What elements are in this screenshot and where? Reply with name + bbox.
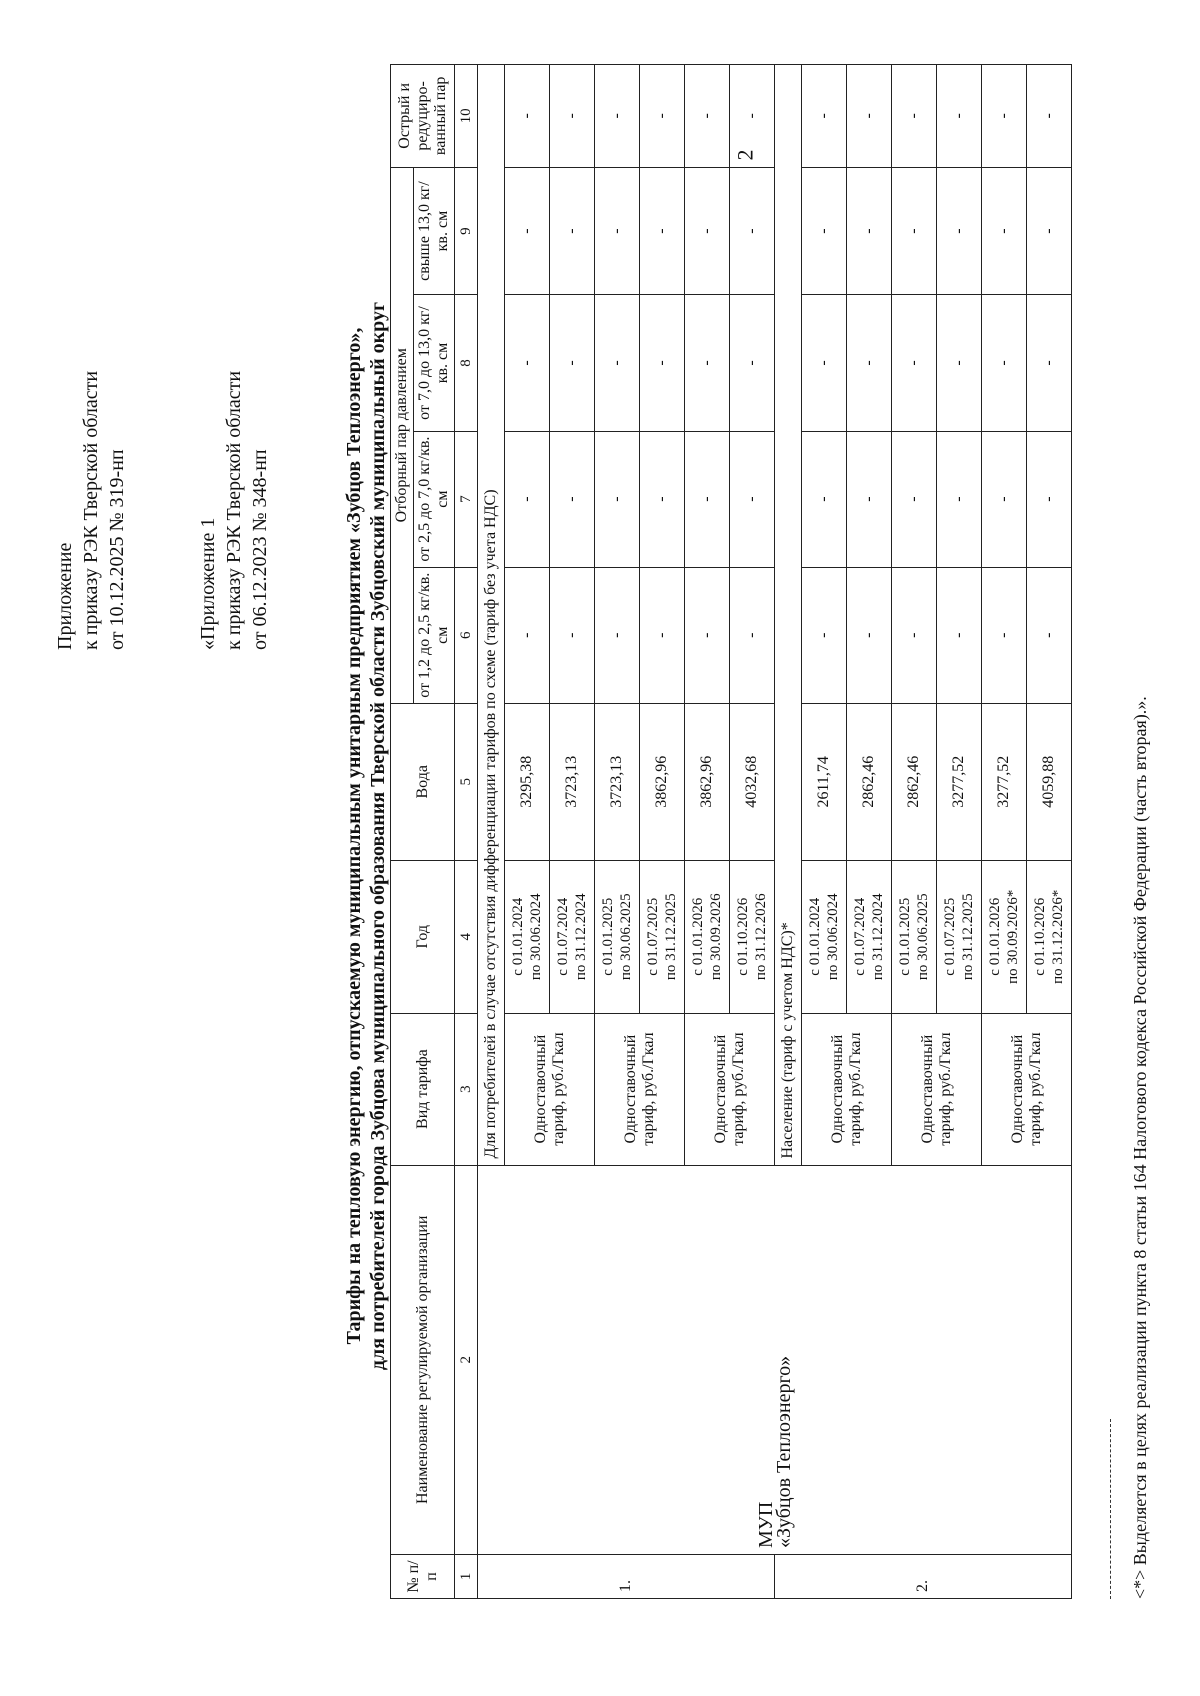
period-cell: [685, 860, 730, 1013]
water-tariff-value: 3723,13: [595, 703, 640, 860]
empty-value-dash: -: [730, 167, 775, 295]
empty-value-dash: -: [640, 167, 685, 295]
footnote-divider: [1110, 1419, 1111, 1599]
empty-value-dash: -: [640, 295, 685, 431]
period-to: по 31.12.2024: [573, 893, 589, 981]
footnote: <*> Выделяется в целях реализации пункта 8 статьи 164 Налогового кодекса Российской Федерации (часть вторая).».: [1130, 696, 1150, 1599]
header-steam-group: Отборный пар давлением: [391, 167, 414, 703]
empty-value-dash: -: [640, 65, 685, 168]
page-number: 2: [732, 149, 758, 161]
section-number: 1.: [478, 1555, 775, 1599]
water-tariff-value: 4059,88: [1027, 703, 1072, 860]
tariff-type-line: тариф, руб./Гкал: [846, 1032, 864, 1146]
empty-value-dash: -: [937, 295, 982, 431]
empty-value-dash: -: [982, 295, 1027, 431]
empty-value-dash: -: [685, 431, 730, 567]
empty-value-dash: -: [1027, 567, 1072, 703]
column-number: 2: [455, 1165, 478, 1555]
empty-value-dash: -: [892, 167, 937, 295]
empty-value-dash: -: [892, 295, 937, 431]
period-from: с 01.07.2025: [645, 897, 661, 976]
empty-value-dash: -: [595, 295, 640, 431]
appendix-block-previous: [195, 371, 273, 650]
section-title: Население (тариф с учетом НДС)*: [775, 65, 802, 1166]
empty-value-dash: -: [982, 567, 1027, 703]
column-number: 5: [455, 703, 478, 860]
period-from: с 01.01.2026: [987, 897, 1003, 976]
water-tariff-value: 3862,96: [685, 703, 730, 860]
empty-value-dash: -: [505, 65, 550, 168]
period-cell: [1027, 860, 1072, 1013]
empty-value-dash: -: [505, 431, 550, 567]
empty-value-dash: -: [1027, 295, 1072, 431]
empty-value-dash: -: [1027, 65, 1072, 168]
empty-value-dash: -: [595, 167, 640, 295]
empty-value-dash: -: [802, 567, 847, 703]
column-number: 1: [455, 1555, 478, 1599]
tariff-type-line: Одноставочный: [1008, 1034, 1026, 1144]
water-tariff-value: 2611,74: [802, 703, 847, 860]
period-cell: [550, 860, 595, 1013]
period-cell: [847, 860, 892, 1013]
period-from: с 01.07.2024: [555, 897, 571, 976]
tariff-type-cell: [685, 1013, 775, 1165]
water-tariff-value: 4032,68: [730, 703, 775, 860]
section-title: Для потребителей в случае отсутствия дифференциации тарифов по схеме (тариф без учета НДС): [478, 65, 505, 1166]
empty-value-dash: -: [730, 295, 775, 431]
organization-line: «Зубцов Теплоэнерго»: [772, 1355, 795, 1549]
period-to: по 31.12.2026*: [1050, 889, 1066, 984]
column-number: 8: [455, 295, 478, 431]
period-to: по 31.12.2025: [663, 893, 679, 981]
period-from: с 01.10.2026: [1032, 897, 1048, 976]
period-to: по 30.06.2024: [825, 893, 841, 981]
empty-value-dash: -: [505, 567, 550, 703]
appendix-line: от 10.12.2025 № 319-нп: [106, 449, 128, 650]
empty-value-dash: -: [595, 431, 640, 567]
empty-value-dash: -: [847, 295, 892, 431]
water-tariff-value: 3277,52: [937, 703, 982, 860]
period-to: по 30.09.2026*: [1005, 889, 1021, 984]
empty-value-dash: -: [1027, 431, 1072, 567]
appendix-line: Приложение: [54, 542, 76, 650]
empty-value-dash: -: [550, 167, 595, 295]
tariff-type-line: Одноставочный: [621, 1034, 639, 1144]
header-sharp-steam: Острый и редуциро-ванный пар: [391, 65, 455, 168]
period-to: по 31.12.2026: [753, 893, 769, 981]
empty-value-dash: -: [550, 295, 595, 431]
empty-value-dash: -: [730, 65, 775, 168]
column-number: 9: [455, 167, 478, 295]
period-cell: [802, 860, 847, 1013]
water-tariff-value: 3862,96: [640, 703, 685, 860]
section-number: 2.: [775, 1555, 1072, 1599]
empty-value-dash: -: [802, 65, 847, 168]
empty-value-dash: -: [937, 567, 982, 703]
empty-value-dash: -: [595, 65, 640, 168]
period-from: с 01.10.2026: [735, 897, 751, 976]
header-row: [391, 65, 414, 1599]
empty-value-dash: -: [982, 65, 1027, 168]
empty-value-dash: -: [802, 431, 847, 567]
tariff-type-line: Одноставочный: [711, 1034, 729, 1144]
tariff-type-cell: [982, 1013, 1072, 1165]
column-number: 3: [455, 1013, 478, 1165]
column-number: 7: [455, 431, 478, 567]
water-tariff-value: 3295,38: [505, 703, 550, 860]
organization-name: [478, 1165, 1072, 1555]
empty-value-dash: -: [640, 567, 685, 703]
period-from: с 01.01.2024: [510, 897, 526, 976]
column-number-row: [455, 65, 478, 1599]
period-to: по 30.06.2025: [618, 893, 634, 981]
water-tariff-value: 2862,46: [847, 703, 892, 860]
header-pressure-3: от 7,0 до 13,0 кг/кв. см: [414, 295, 455, 431]
column-number: 10: [455, 65, 478, 168]
tariff-type-line: Одноставочный: [828, 1034, 846, 1144]
column-number: 4: [455, 860, 478, 1013]
period-cell: [505, 860, 550, 1013]
tariff-type-line: тариф, руб./Гкал: [639, 1032, 657, 1146]
empty-value-dash: -: [1027, 167, 1072, 295]
empty-value-dash: -: [595, 567, 640, 703]
empty-value-dash: -: [640, 431, 685, 567]
header-year: Год: [391, 860, 455, 1013]
empty-value-dash: -: [685, 567, 730, 703]
section-header-row: [478, 65, 505, 1599]
appendix-line: от 06.12.2023 № 348-нп: [249, 449, 271, 650]
empty-value-dash: -: [847, 65, 892, 168]
water-tariff-value: 2862,46: [892, 703, 937, 860]
empty-value-dash: -: [982, 431, 1027, 567]
empty-value-dash: -: [730, 567, 775, 703]
empty-value-dash: -: [892, 567, 937, 703]
empty-value-dash: -: [505, 167, 550, 295]
header-org: Наименование регулируемой организации: [391, 1165, 455, 1555]
empty-value-dash: -: [685, 167, 730, 295]
appendix-line: к приказу РЭК Тверской области: [80, 370, 102, 650]
period-from: с 01.07.2025: [942, 897, 958, 976]
empty-value-dash: -: [982, 167, 1027, 295]
empty-value-dash: -: [730, 431, 775, 567]
column-number: 6: [455, 567, 478, 703]
period-to: по 31.12.2024: [870, 893, 886, 981]
header-pressure-2: от 2,5 до 7,0 кг/кв. см: [414, 431, 455, 567]
tariff-type-cell: [802, 1013, 892, 1165]
organization-line: МУП: [754, 1501, 777, 1549]
empty-value-dash: -: [505, 295, 550, 431]
tariff-type-cell: [505, 1013, 595, 1165]
empty-value-dash: -: [892, 431, 937, 567]
header-water: Вода: [391, 703, 455, 860]
tariff-table: [390, 64, 1072, 1599]
document-title: [342, 76, 390, 1596]
period-to: по 30.09.2026: [708, 893, 724, 981]
period-cell: [892, 860, 937, 1013]
period-cell: [730, 860, 775, 1013]
table-body: [478, 65, 1072, 1599]
period-from: с 01.01.2025: [600, 897, 616, 976]
empty-value-dash: -: [937, 167, 982, 295]
header-type: Вид тарифа: [391, 1013, 455, 1165]
tariff-type-cell: [892, 1013, 982, 1165]
tariff-type-line: тариф, руб./Гкал: [1026, 1032, 1044, 1146]
empty-value-dash: -: [802, 167, 847, 295]
tariff-type-line: тариф, руб./Гкал: [936, 1032, 954, 1146]
appendix-line: к приказу РЭК Тверской области: [223, 370, 245, 650]
tariff-type-cell: [595, 1013, 685, 1165]
tariff-type-line: тариф, руб./Гкал: [549, 1032, 567, 1146]
period-cell: [640, 860, 685, 1013]
empty-value-dash: -: [685, 295, 730, 431]
title-line-2: для потребителей города Зубцова муниципального образования Тверской области Зубцовский муниципальный округ: [367, 301, 389, 1371]
period-cell: [937, 860, 982, 1013]
empty-value-dash: -: [685, 65, 730, 168]
period-from: с 01.07.2024: [852, 897, 868, 976]
appendix-line: «Приложение 1: [197, 517, 219, 650]
header-pressure-4: свыше 13,0 кг/кв. см: [414, 167, 455, 295]
tariff-type-line: Одноставочный: [918, 1034, 936, 1144]
empty-value-dash: -: [550, 567, 595, 703]
title-line-1: Тарифы на тепловую энергию, отпускаемую муниципальным унитарным предприятием «Зубцов Теплоэнерго»,: [343, 327, 365, 1345]
period-from: с 01.01.2024: [807, 897, 823, 976]
empty-value-dash: -: [802, 295, 847, 431]
period-to: по 30.06.2024: [528, 893, 544, 981]
header-pressure-1: от 1,2 до 2,5 кг/кв. см: [414, 567, 455, 703]
tariff-type-line: Одноставочный: [531, 1034, 549, 1144]
empty-value-dash: -: [937, 65, 982, 168]
appendix-block-current: [52, 371, 130, 650]
empty-value-dash: -: [937, 431, 982, 567]
period-from: с 01.01.2025: [897, 897, 913, 976]
period-to: по 30.06.2025: [915, 893, 931, 981]
header-num: № п/п: [391, 1555, 455, 1599]
period-cell: [982, 860, 1027, 1013]
water-tariff-value: 3277,52: [982, 703, 1027, 860]
empty-value-dash: -: [847, 167, 892, 295]
empty-value-dash: -: [892, 65, 937, 168]
period-to: по 31.12.2025: [960, 893, 976, 981]
empty-value-dash: -: [847, 567, 892, 703]
empty-value-dash: -: [550, 65, 595, 168]
period-from: с 01.01.2026: [690, 897, 706, 976]
tariff-type-line: тариф, руб./Гкал: [729, 1032, 747, 1146]
empty-value-dash: -: [550, 431, 595, 567]
empty-value-dash: -: [847, 431, 892, 567]
period-cell: [595, 860, 640, 1013]
water-tariff-value: 3723,13: [550, 703, 595, 860]
